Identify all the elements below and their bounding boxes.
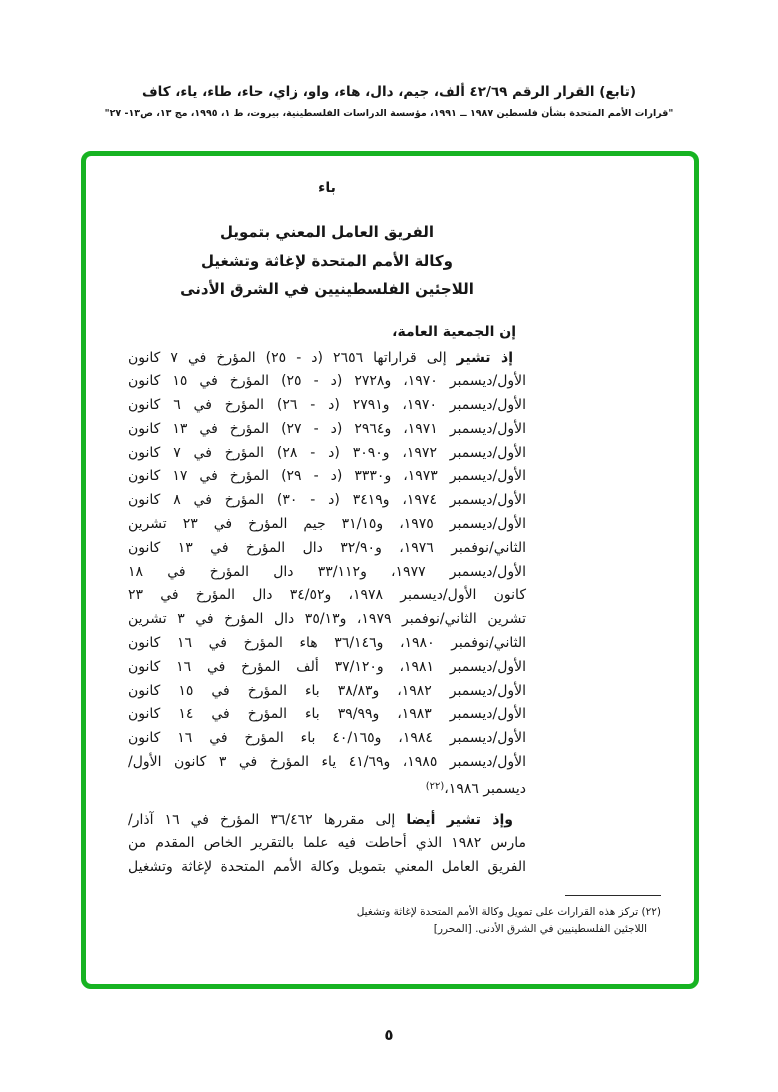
paragraph-line: الأول/ديسمبر ١٩٧٠، و٢٧٢٨ (د - ٢٥) المؤرخ في ١٥ كانون [128, 373, 527, 390]
paragraph-line: الأول/ديسمبر ١٩٧٥، و٣١/١٥ جيم المؤرخ في ٢٣ تشرين [128, 516, 526, 533]
paragraph-line [128, 347, 526, 371]
footnote-separator [565, 895, 661, 896]
footnote-reference: (٢٢) [425, 780, 445, 792]
green-content-frame [81, 151, 699, 989]
paragraph-line: الأول/ديسمبر ١٩٨٣، و٣٩/٩٩ باء المؤرخ في ١٤ كانون [128, 706, 526, 723]
paragraph-line: الأول/ديسمبر ١٩٨٤، و٤٠/١٦٥ باء المؤرخ في ١٦ كانون [128, 730, 526, 747]
paragraph-line: الأول/ديسمبر ١٩٧٠، و٢٧٩١ (د - ٢٦) المؤرخ في ٦ كانون [128, 397, 526, 414]
paragraph-line: الأول/ديسمبر ١٩٨١، و٣٧/١٢٠ ألف المؤرخ في ١٦ كانون [128, 658, 527, 675]
title-line: وكالة الأمم المتحدة لإغاثة وتشغيل [201, 251, 453, 270]
paragraph-line: مارس ١٩٨٢ الذي أحاطت فيه علما بالتقرير الخاص المقدم من [128, 835, 526, 852]
paragraph-line: الأول/ديسمبر ١٩٧٢، و٣٠٩٠ (د - ٢٨) المؤرخ في ٧ كانون [128, 444, 526, 461]
paragraph-line [128, 809, 526, 833]
paragraph-line: الأول/ديسمبر ١٩٧٤، و٣٤١٩ (د - ٣٠) المؤرخ في ٨ كانون [128, 492, 526, 509]
paragraph-line-text: إلى مقررها ٣٦/٤٦٢ المؤرخ في ١٦ آذار/ [128, 811, 407, 828]
resolution-header-line: (تابع) القرار الرقم ٤٢/٦٩ ألف، جيم، دال، هاء، واو، زاي، حاء، طاء، ياء، كاف [141, 84, 637, 100]
paragraph-line [128, 775, 526, 802]
footnote-line: اللاجئين الفلسطينيين في الشرق الأدنى. [المحرر] [433, 923, 647, 935]
paragraph-lead: وإذ تشير أيضا [406, 811, 514, 828]
paragraph-line: كانون الأول/ديسمبر ١٩٧٨، و٣٤/٥٢ دال المؤرخ في ٢٣ [128, 587, 526, 604]
paragraph-line: الأول/ديسمبر ١٩٨٢، و٣٨/٨٣ باء المؤرخ في ١٥ كانون [128, 682, 526, 699]
paragraph-line: الفريق العامل المعني بتمويل وكالة الأمم المتحدة لإغاثة وتشغيل [128, 859, 526, 876]
paragraph-lead: إذ تشير [456, 349, 514, 366]
paragraph-line: الأول/ديسمبر ١٩٧٧، و٣٣/١١٢ دال المؤرخ في ١٨ [128, 563, 526, 580]
footnote-block [299, 895, 661, 938]
recalling-also-paragraph [128, 809, 526, 880]
document-title [128, 218, 526, 304]
title-line: الفريق العامل المعني بتمويل [219, 223, 435, 241]
paragraph-line: الثاني/نوفمبر ١٩٨٠، و٣٦/١٤٦ هاء المؤرخ في ١٦ كانون [128, 635, 526, 652]
source-citation-line: "قرارات الأمم المتحدة بشأن فلسطين ١٩٨٧ ــ ١٩٩١، مؤسسة الدراسات الفلسطينية، بيروت، ط ١، ١٩٩٥، مج ١٣، ص١٣- ٢٧" [104, 108, 674, 119]
title-line: اللاجئين الفلسطينيين في الشرق الأدنى [180, 280, 474, 298]
footnote-line: (٢٢) تركز هذه القرارات على تمويل وكالة الأمم المتحدة لإغاثة وتشغيل [356, 906, 661, 918]
paragraph-line: الأول/ديسمبر ١٩٧٣، و٣٣٣٠ (د - ٢٩) المؤرخ في ١٧ كانون [128, 468, 527, 485]
paragraph-line: الأول/ديسمبر ١٩٧١، و٢٩٦٤ (د - ٢٧) المؤرخ في ١٣ كانون [128, 420, 527, 437]
section-letter: باء [318, 180, 336, 196]
paragraph-line: الأول/ديسمبر ١٩٨٥، و٤١/٦٩ ياء المؤرخ في ٣ كانون الأول/ [128, 754, 527, 771]
recalling-paragraph [128, 347, 526, 802]
paragraph-line: الثاني/نوفمبر ١٩٧٦، و٣٢/٩٠ دال المؤرخ في ١٣ كانون [128, 539, 526, 556]
general-assembly-intro: إن الجمعية العامة، [392, 323, 516, 340]
paragraph-line: تشرين الثاني/نوفمبر ١٩٧٩، و٣٥/١٣ دال المؤرخ في ٣ تشرين [128, 611, 526, 628]
paragraph-line-text: ديسمبر ١٩٨٦، [444, 780, 526, 797]
main-text-column [128, 174, 526, 880]
page-header [0, 84, 778, 119]
page-number: ٥ [384, 1026, 394, 1044]
paragraph-line-text: إلى قراراتها ٢٦٥٦ (د - ٢٥) المؤرخ في ٧ كانون [128, 349, 457, 366]
